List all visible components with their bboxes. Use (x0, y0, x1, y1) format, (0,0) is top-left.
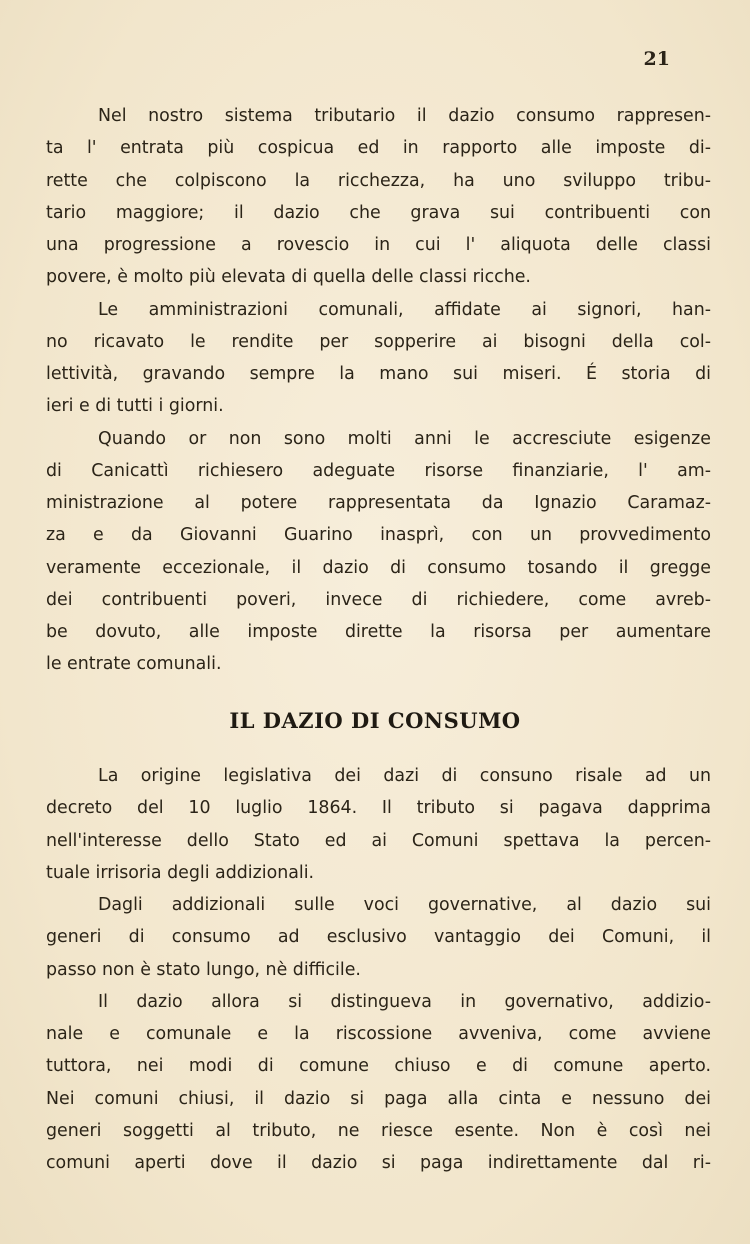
text-line: Le amministrazioni comunali, affidate ai signori, han- (98, 299, 711, 320)
text-line: di Canicattì richiesero adeguate risorse finanziarie, l' am- (46, 460, 711, 481)
text-line: La origine legislativa dei dazi di consuno risale ad un (98, 766, 711, 786)
text-line: no ricavato le rendite per sopperire ai bisogni della col- (46, 331, 711, 352)
page-number: 21 (643, 48, 670, 70)
text-line: ieri e di tutti i giorni. (46, 396, 224, 417)
paragraph (46, 986, 711, 1180)
text-line: dei contribuenti poveri, invece di richiedere, come avreb- (46, 589, 711, 610)
text-line: rette che colpiscono la ricchezza, ha uno sviluppo tribu- (46, 170, 711, 191)
text-line: za e da Giovanni Guarino inasprì, con un provvedimento (46, 525, 711, 546)
paragraph (46, 889, 711, 986)
text-line: tario maggiore; il dazio che grava sui contribuenti con (46, 202, 711, 223)
text-line: le entrate comunali. (46, 654, 222, 675)
text-line: ministrazione al potere rappresentata da Ignazio Caramaz- (46, 493, 711, 513)
text-line: Nei comuni chiusi, il dazio si paga alla cinta e nessuno dei (46, 1088, 711, 1109)
paragraph (46, 100, 711, 294)
text-line: veramente eccezionale, il dazio di consumo tosando il gregge (46, 557, 711, 578)
text-line: una progressione a rovescio in cui l' aliquota delle classi (46, 235, 711, 255)
text-line: nale e comunale e la riscossione avveniva, come avviene (46, 1024, 711, 1044)
paragraph (46, 423, 711, 681)
text-line: generi soggetti al tributo, ne riesce esente. Non è così nei (46, 1120, 711, 1141)
section-body-dazio (46, 760, 711, 1179)
text-line: comuni aperti dove il dazio si paga indirettamente dal ri- (46, 1153, 711, 1173)
text-line: tuttora, nei modi di comune chiuso e di comune aperto. (46, 1056, 711, 1077)
text-line: lettività, gravando sempre la mano sui miseri. É storia di (46, 364, 711, 384)
section-body-intro (46, 100, 711, 681)
section-heading: IL DAZIO DI CONSUMO (229, 708, 521, 733)
text-line: passo non è stato lungo, nè difficile. (46, 959, 361, 980)
text-line: povere, è molto più elevata di quella delle classi ricche. (46, 267, 531, 288)
paragraph (46, 760, 711, 889)
text-line: Dagli addizionali sulle voci governative, al dazio sui (98, 895, 711, 915)
paragraph (46, 294, 711, 423)
text-line: Nel nostro sistema tributario il dazio consumo rappresen- (98, 106, 711, 126)
text-line: be dovuto, alle imposte dirette la risorsa per aumentare (46, 622, 711, 642)
text-line: Il dazio allora si distingueva in governativo, addizio- (98, 991, 711, 1012)
text-line: ta l' entrata più cospicua ed in rapporto alle imposte di- (46, 138, 711, 159)
text-line: generi di consumo ad esclusivo vantaggio dei Comuni, il (46, 927, 711, 948)
text-line: Quando or non sono molti anni le accresciute esigenze (98, 428, 711, 449)
text-line: nell'interesse dello Stato ed ai Comuni spettava la percen- (46, 830, 711, 851)
text-line: decreto del 10 luglio 1864. Il tributo si pagava dapprima (46, 798, 711, 819)
text-line: tuale irrisoria degli addizionali. (46, 862, 315, 883)
